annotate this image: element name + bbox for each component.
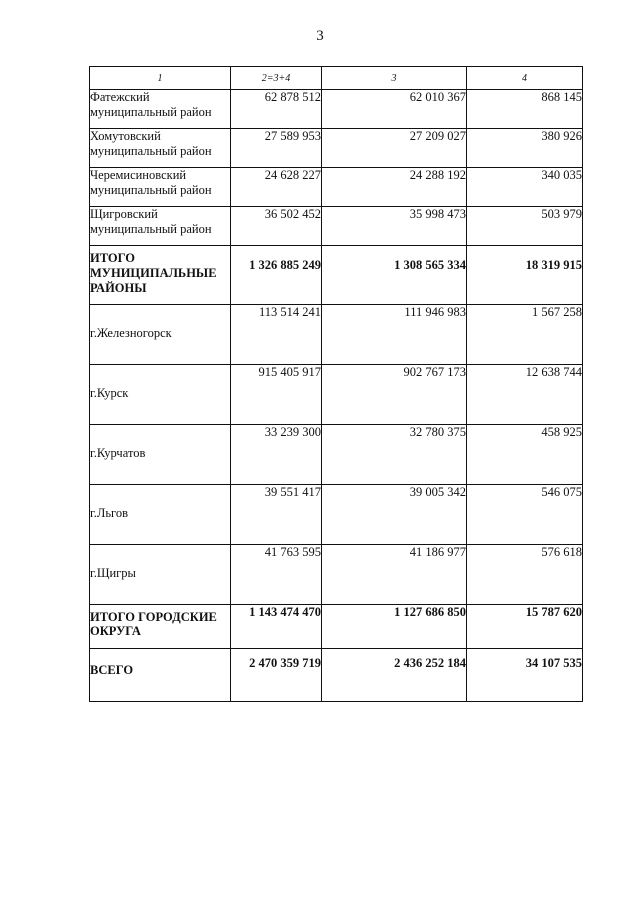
row-total: 113 514 241 [231, 305, 322, 365]
row-col3: 41 186 977 [322, 545, 467, 605]
row-name: Щигровский муниципальный район [90, 207, 231, 246]
row-name: г.Курчатов [90, 425, 231, 485]
row-col4: 340 035 [467, 168, 583, 207]
row-col3: 24 288 192 [322, 168, 467, 207]
row-col3: 62 010 367 [322, 90, 467, 129]
row-name: ВСЕГО [90, 649, 231, 702]
row-total: 27 589 953 [231, 129, 322, 168]
row-col3: 32 780 375 [322, 425, 467, 485]
row-col3: 1 127 686 850 [322, 605, 467, 649]
row-total: 39 551 417 [231, 485, 322, 545]
row-col4: 576 618 [467, 545, 583, 605]
row-name: г.Щигры [90, 545, 231, 605]
table-row-subtotal [90, 605, 583, 649]
row-name: Фатежский муниципальный район [90, 90, 231, 129]
row-name: г.Льгов [90, 485, 231, 545]
row-total: 24 628 227 [231, 168, 322, 207]
table-row [90, 545, 583, 605]
row-total: 1 326 885 249 [231, 246, 322, 305]
table-row [90, 425, 583, 485]
row-total: 36 502 452 [231, 207, 322, 246]
row-col4: 15 787 620 [467, 605, 583, 649]
row-name: г.Курск [90, 365, 231, 425]
table-row-subtotal [90, 246, 583, 305]
row-col4: 1 567 258 [467, 305, 583, 365]
row-col3: 2 436 252 184 [322, 649, 467, 702]
table-row [90, 90, 583, 129]
column-header: 1 [90, 67, 231, 90]
table-row-grand-total [90, 649, 583, 702]
table-row [90, 305, 583, 365]
row-col4: 380 926 [467, 129, 583, 168]
page-number: 3 [316, 28, 324, 44]
row-total: 1 143 474 470 [231, 605, 322, 649]
row-col3: 35 998 473 [322, 207, 467, 246]
row-col3: 1 308 565 334 [322, 246, 467, 305]
row-col4: 18 319 915 [467, 246, 583, 305]
row-name: Черемисиновский муниципальный район [90, 168, 231, 207]
row-name: г.Железногорск [90, 305, 231, 365]
row-total: 915 405 917 [231, 365, 322, 425]
row-col3: 111 946 983 [322, 305, 467, 365]
row-col3: 27 209 027 [322, 129, 467, 168]
table-row [90, 207, 583, 246]
column-header: 2=3+4 [231, 67, 322, 90]
row-total: 2 470 359 719 [231, 649, 322, 702]
row-name: ИТОГО ГОРОДСКИЕ ОКРУГА [90, 605, 231, 649]
table-row [90, 129, 583, 168]
table-header-row [90, 67, 583, 90]
row-col4: 868 145 [467, 90, 583, 129]
row-col4: 34 107 535 [467, 649, 583, 702]
column-header: 3 [322, 67, 467, 90]
row-col3: 902 767 173 [322, 365, 467, 425]
row-col4: 546 075 [467, 485, 583, 545]
table-row [90, 168, 583, 207]
row-col4: 503 979 [467, 207, 583, 246]
row-col4: 12 638 744 [467, 365, 583, 425]
row-total: 41 763 595 [231, 545, 322, 605]
row-col3: 39 005 342 [322, 485, 467, 545]
column-header: 4 [467, 67, 583, 90]
row-total: 62 878 512 [231, 90, 322, 129]
row-col4: 458 925 [467, 425, 583, 485]
budget-table [89, 66, 583, 702]
row-name: Хомутовский муниципальный район [90, 129, 231, 168]
table-row [90, 485, 583, 545]
table-row [90, 365, 583, 425]
row-name: ИТОГО МУНИЦИПАЛЬНЫЕ РАЙОНЫ [90, 246, 231, 305]
row-total: 33 239 300 [231, 425, 322, 485]
